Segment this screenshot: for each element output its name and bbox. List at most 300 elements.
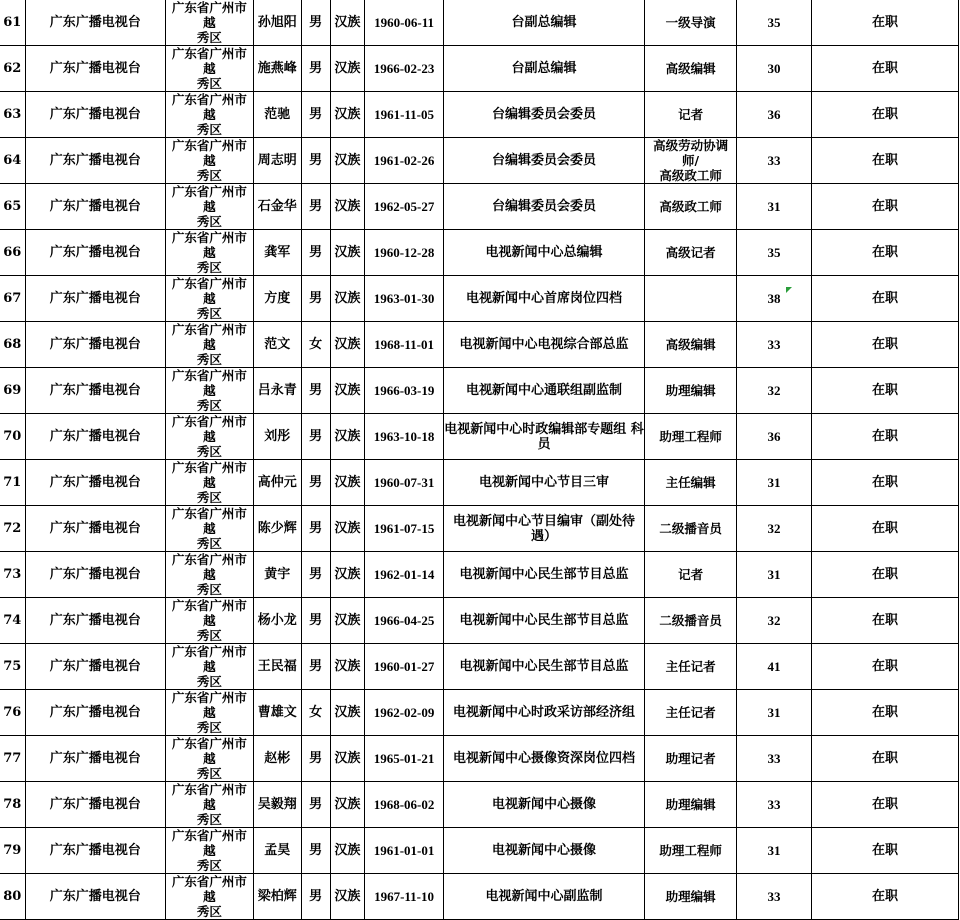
position-cell[interactable]: 台编辑委员会委员 (443, 92, 644, 138)
table-row (0, 322, 959, 368)
years-cell[interactable]: 33 (737, 322, 812, 368)
row-number[interactable]: 63 (0, 92, 25, 138)
address-line: 广东省广州市越 (171, 46, 247, 76)
address-cell[interactable] (165, 276, 253, 322)
years-cell[interactable]: 32 (737, 368, 812, 414)
address-line: 秀区 (196, 904, 222, 919)
years-cell[interactable]: 36 (737, 414, 812, 460)
address-line: 秀区 (196, 766, 222, 781)
unit-cell[interactable]: 广东广播电视台 (25, 828, 165, 874)
title-cell[interactable] (645, 230, 737, 276)
title-cell[interactable] (645, 276, 737, 322)
address-line: 广东省广州市越 (171, 552, 247, 582)
birth-date-cell[interactable]: 1968-06-02 (365, 782, 444, 828)
birth-date-cell[interactable]: 1966-02-23 (365, 46, 444, 92)
status-cell[interactable]: 在职 (811, 736, 958, 782)
title-cell[interactable] (645, 0, 737, 46)
title-line: 高级记者 (665, 245, 716, 260)
name-cell[interactable]: 吴毅翔 (253, 782, 301, 828)
address-line: 秀区 (196, 398, 222, 413)
title-cell[interactable] (645, 92, 737, 138)
gender-cell[interactable]: 女 (301, 322, 330, 368)
status-cell[interactable]: 在职 (811, 368, 958, 414)
title-line: 记者 (678, 107, 704, 122)
unit-cell[interactable]: 广东广播电视台 (25, 644, 165, 690)
table-row (0, 828, 959, 874)
status-cell[interactable]: 在职 (811, 598, 958, 644)
address-cell[interactable] (165, 506, 253, 552)
address-cell[interactable] (165, 92, 253, 138)
gender-cell[interactable]: 男 (301, 92, 330, 138)
address-line: 广东省广州市越 (171, 460, 247, 490)
title-cell[interactable] (645, 506, 737, 552)
title-line: 高级劳动协调师/ (653, 138, 729, 168)
address-cell[interactable] (165, 46, 253, 92)
address-cell[interactable] (165, 0, 253, 46)
years-cell[interactable]: 31 (737, 552, 812, 598)
position-cell[interactable]: 电视新闻中心首席岗位四档 (443, 276, 644, 322)
birth-date-cell[interactable]: 1962-01-14 (365, 552, 444, 598)
years-cell[interactable]: 32 (737, 506, 812, 552)
gender-cell[interactable]: 男 (301, 736, 330, 782)
gender-cell[interactable]: 男 (301, 46, 330, 92)
title-line: 助理编辑 (665, 383, 716, 398)
row-number[interactable]: 64 (0, 138, 25, 184)
ethnicity-cell[interactable]: 汉族 (330, 552, 365, 598)
ethnicity-cell[interactable]: 汉族 (330, 506, 365, 552)
status-cell[interactable]: 在职 (811, 0, 958, 46)
address-line: 秀区 (196, 858, 222, 873)
position-cell[interactable]: 台副总编辑 (443, 0, 644, 46)
position-cell[interactable]: 台编辑委员会委员 (443, 138, 644, 184)
birth-date-cell[interactable]: 1961-11-05 (365, 92, 444, 138)
ethnicity-cell[interactable]: 汉族 (330, 736, 365, 782)
years-cell[interactable]: 41 (737, 644, 812, 690)
address-cell[interactable] (165, 368, 253, 414)
birth-date-cell[interactable]: 1962-02-09 (365, 690, 444, 736)
ethnicity-cell[interactable]: 汉族 (330, 598, 365, 644)
status-cell[interactable]: 在职 (811, 506, 958, 552)
birth-date-cell[interactable]: 1966-04-25 (365, 598, 444, 644)
address-line: 广东省广州市越 (171, 644, 247, 674)
name-cell[interactable]: 孙旭阳 (253, 0, 301, 46)
table-row (0, 644, 959, 690)
address-line: 广东省广州市越 (171, 92, 247, 122)
gender-cell[interactable]: 男 (301, 874, 330, 920)
name-cell[interactable]: 陈少辉 (253, 506, 301, 552)
table-row (0, 874, 959, 920)
gender-cell[interactable]: 男 (301, 828, 330, 874)
title-cell[interactable] (645, 736, 737, 782)
position-cell[interactable]: 电视新闻中心民生部节目总监 (443, 644, 644, 690)
address-line: 广东省广州市越 (171, 322, 247, 352)
status-cell[interactable]: 在职 (811, 322, 958, 368)
row-number[interactable]: 71 (0, 460, 25, 506)
birth-date-cell[interactable]: 1967-11-10 (365, 874, 444, 920)
gender-cell[interactable]: 男 (301, 506, 330, 552)
address-line: 秀区 (196, 352, 222, 367)
status-cell[interactable]: 在职 (811, 874, 958, 920)
address-line: 秀区 (196, 76, 222, 91)
unit-cell[interactable]: 广东广播电视台 (25, 598, 165, 644)
birth-date-cell[interactable]: 1961-01-01 (365, 828, 444, 874)
row-number[interactable]: 62 (0, 46, 25, 92)
birth-date-cell[interactable]: 1960-01-27 (365, 644, 444, 690)
address-line: 广东省广州市越 (171, 828, 247, 858)
ethnicity-cell[interactable]: 汉族 (330, 0, 365, 46)
title-cell[interactable] (645, 46, 737, 92)
address-line: 秀区 (196, 536, 222, 551)
address-cell[interactable] (165, 322, 253, 368)
birth-date-cell[interactable]: 1961-07-15 (365, 506, 444, 552)
title-cell[interactable] (645, 460, 737, 506)
address-cell[interactable] (165, 552, 253, 598)
birth-date-cell[interactable]: 1965-01-21 (365, 736, 444, 782)
position-cell[interactable]: 电视新闻中心摄像资深岗位四档 (443, 736, 644, 782)
status-cell[interactable]: 在职 (811, 828, 958, 874)
status-cell[interactable]: 在职 (811, 782, 958, 828)
row-number[interactable]: 61 (0, 0, 25, 46)
ethnicity-cell[interactable]: 汉族 (330, 874, 365, 920)
name-cell[interactable]: 龚军 (253, 230, 301, 276)
birth-date-cell[interactable]: 1963-01-30 (365, 276, 444, 322)
ethnicity-cell[interactable]: 汉族 (330, 184, 365, 230)
row-number[interactable]: 78 (0, 782, 25, 828)
name-cell[interactable]: 施燕峰 (253, 46, 301, 92)
ethnicity-cell[interactable]: 汉族 (330, 690, 365, 736)
unit-cell[interactable]: 广东广播电视台 (25, 46, 165, 92)
row-number[interactable]: 72 (0, 506, 25, 552)
title-cell[interactable] (645, 598, 737, 644)
address-cell[interactable] (165, 736, 253, 782)
title-cell[interactable] (645, 184, 737, 230)
address-cell[interactable] (165, 874, 253, 920)
name-cell[interactable]: 王民福 (253, 644, 301, 690)
row-number[interactable]: 73 (0, 552, 25, 598)
address-line: 秀区 (196, 122, 222, 137)
name-cell[interactable]: 曹雄文 (253, 690, 301, 736)
status-cell[interactable]: 在职 (811, 46, 958, 92)
ethnicity-cell[interactable]: 汉族 (330, 138, 365, 184)
table-row (0, 230, 959, 276)
address-cell[interactable] (165, 414, 253, 460)
address-line: 秀区 (196, 674, 222, 689)
address-line: 秀区 (196, 214, 222, 229)
row-number[interactable]: 66 (0, 230, 25, 276)
ethnicity-cell[interactable]: 汉族 (330, 460, 365, 506)
position-cell[interactable]: 电视新闻中心时政采访部经济组 (443, 690, 644, 736)
status-cell[interactable]: 在职 (811, 460, 958, 506)
name-cell[interactable]: 范驰 (253, 92, 301, 138)
years-cell[interactable]: 38 (737, 276, 812, 322)
address-line: 广东省广州市越 (171, 276, 247, 306)
name-cell[interactable]: 黄宇 (253, 552, 301, 598)
status-cell[interactable]: 在职 (811, 276, 958, 322)
unit-cell[interactable]: 广东广播电视台 (25, 690, 165, 736)
status-cell[interactable]: 在职 (811, 92, 958, 138)
address-cell[interactable] (165, 184, 253, 230)
birth-date-cell[interactable]: 1960-07-31 (365, 460, 444, 506)
status-cell[interactable]: 在职 (811, 552, 958, 598)
ethnicity-cell[interactable]: 汉族 (330, 828, 365, 874)
address-cell[interactable] (165, 690, 253, 736)
ethnicity-cell[interactable]: 汉族 (330, 322, 365, 368)
address-line: 广东省广州市越 (171, 690, 247, 720)
unit-cell[interactable]: 广东广播电视台 (25, 782, 165, 828)
birth-date-cell[interactable]: 1966-03-19 (365, 368, 444, 414)
title-cell[interactable] (645, 690, 737, 736)
address-cell[interactable] (165, 782, 253, 828)
years-cell[interactable]: 33 (737, 874, 812, 920)
years-cell[interactable]: 33 (737, 736, 812, 782)
title-line: 助理编辑 (665, 797, 716, 812)
address-cell[interactable] (165, 460, 253, 506)
row-number[interactable]: 65 (0, 184, 25, 230)
table-row (0, 690, 959, 736)
table-row (0, 276, 959, 322)
row-number[interactable]: 67 (0, 276, 25, 322)
status-cell[interactable]: 在职 (811, 644, 958, 690)
gender-cell[interactable]: 男 (301, 276, 330, 322)
unit-cell[interactable]: 广东广播电视台 (25, 368, 165, 414)
table-row (0, 92, 959, 138)
position-cell[interactable]: 电视新闻中心民生部节目总监 (443, 552, 644, 598)
row-number[interactable]: 79 (0, 828, 25, 874)
unit-cell[interactable]: 广东广播电视台 (25, 552, 165, 598)
gender-cell[interactable]: 男 (301, 782, 330, 828)
years-cell[interactable]: 33 (737, 782, 812, 828)
title-cell[interactable] (645, 368, 737, 414)
birth-date-cell[interactable]: 1960-06-11 (365, 0, 444, 46)
address-line: 秀区 (196, 444, 222, 459)
birth-date-cell[interactable]: 1963-10-18 (365, 414, 444, 460)
address-line: 秀区 (196, 720, 222, 735)
ethnicity-cell[interactable]: 汉族 (330, 368, 365, 414)
unit-cell[interactable]: 广东广播电视台 (25, 874, 165, 920)
address-line: 秀区 (196, 30, 222, 45)
address-line: 广东省广州市越 (171, 0, 247, 30)
address-line: 秀区 (196, 168, 222, 183)
table-row (0, 368, 959, 414)
address-line: 广东省广州市越 (171, 598, 247, 628)
table-row (0, 0, 959, 46)
years-cell[interactable]: 35 (737, 230, 812, 276)
address-line: 广东省广州市越 (171, 874, 247, 904)
table-row (0, 782, 959, 828)
position-cell[interactable]: 电视新闻中心通联组副监制 (443, 368, 644, 414)
title-cell[interactable] (645, 414, 737, 460)
name-cell[interactable]: 杨小龙 (253, 598, 301, 644)
address-cell[interactable] (165, 828, 253, 874)
title-line: 高级编辑 (665, 337, 716, 352)
address-cell[interactable] (165, 230, 253, 276)
ethnicity-cell[interactable]: 汉族 (330, 276, 365, 322)
address-line: 广东省广州市越 (171, 736, 247, 766)
ethnicity-cell[interactable]: 汉族 (330, 644, 365, 690)
table-row (0, 598, 959, 644)
birth-date-cell[interactable]: 1968-11-01 (365, 322, 444, 368)
title-line: 高级编辑 (665, 61, 716, 76)
table-row (0, 414, 959, 460)
years-cell[interactable]: 31 (737, 828, 812, 874)
title-line: 记者 (678, 567, 704, 582)
title-cell[interactable] (645, 322, 737, 368)
row-number[interactable]: 74 (0, 598, 25, 644)
name-cell[interactable]: 方度 (253, 276, 301, 322)
address-line: 秀区 (196, 490, 222, 505)
title-line: 助理编辑 (665, 889, 716, 904)
title-line: 助理工程师 (659, 843, 722, 858)
position-cell[interactable]: 台副总编辑 (443, 46, 644, 92)
title-line: 助理记者 (665, 751, 716, 766)
address-cell[interactable] (165, 644, 253, 690)
unit-cell[interactable]: 广东广播电视台 (25, 414, 165, 460)
title-line: 主任编辑 (665, 475, 716, 490)
years-cell[interactable]: 32 (737, 598, 812, 644)
name-cell[interactable]: 石金华 (253, 184, 301, 230)
title-line: 主任记者 (665, 705, 716, 720)
gender-cell[interactable]: 女 (301, 690, 330, 736)
row-number[interactable]: 70 (0, 414, 25, 460)
title-line: 高级政工师 (659, 168, 722, 183)
ethnicity-cell[interactable]: 汉族 (330, 92, 365, 138)
name-cell[interactable]: 孟昊 (253, 828, 301, 874)
years-cell[interactable]: 36 (737, 92, 812, 138)
title-line: 助理工程师 (659, 429, 722, 444)
row-number[interactable]: 69 (0, 368, 25, 414)
birth-date-cell[interactable]: 1960-12-28 (365, 230, 444, 276)
birth-date-cell[interactable]: 1961-02-26 (365, 138, 444, 184)
birth-date-cell[interactable]: 1962-05-27 (365, 184, 444, 230)
gender-cell[interactable]: 男 (301, 552, 330, 598)
years-cell[interactable]: 35 (737, 0, 812, 46)
row-number[interactable]: 80 (0, 874, 25, 920)
gender-cell[interactable]: 男 (301, 414, 330, 460)
unit-cell[interactable]: 广东广播电视台 (25, 506, 165, 552)
ethnicity-cell[interactable]: 汉族 (330, 230, 365, 276)
title-cell[interactable] (645, 138, 737, 184)
ethnicity-cell[interactable]: 汉族 (330, 414, 365, 460)
years-cell[interactable]: 31 (737, 690, 812, 736)
name-cell[interactable]: 梁柏辉 (253, 874, 301, 920)
name-cell[interactable]: 赵彬 (253, 736, 301, 782)
title-line: 高级政工师 (659, 199, 722, 214)
years-cell[interactable]: 31 (737, 460, 812, 506)
address-line: 秀区 (196, 812, 222, 827)
table-row (0, 506, 959, 552)
gender-cell[interactable]: 男 (301, 368, 330, 414)
name-cell[interactable]: 高仲元 (253, 460, 301, 506)
status-cell[interactable]: 在职 (811, 690, 958, 736)
address-line: 秀区 (196, 260, 222, 275)
title-cell[interactable] (645, 874, 737, 920)
table-row (0, 138, 959, 184)
gender-cell[interactable]: 男 (301, 138, 330, 184)
row-number[interactable]: 68 (0, 322, 25, 368)
name-cell[interactable]: 刘彤 (253, 414, 301, 460)
title-cell[interactable] (645, 828, 737, 874)
row-number[interactable]: 76 (0, 690, 25, 736)
table-row (0, 46, 959, 92)
address-line: 广东省广州市越 (171, 782, 247, 812)
unit-cell[interactable]: 广东广播电视台 (25, 184, 165, 230)
address-line: 广东省广州市越 (171, 184, 247, 214)
table-row (0, 184, 959, 230)
address-line: 广东省广州市越 (171, 138, 247, 168)
position-cell[interactable]: 电视新闻中心摄像 (443, 782, 644, 828)
address-line: 广东省广州市越 (171, 230, 247, 260)
name-cell[interactable]: 范文 (253, 322, 301, 368)
name-cell[interactable]: 周志明 (253, 138, 301, 184)
address-line: 广东省广州市越 (171, 368, 247, 398)
title-line: 二级播音员 (659, 521, 722, 536)
address-cell[interactable] (165, 138, 253, 184)
ethnicity-cell[interactable]: 汉族 (330, 782, 365, 828)
years-cell[interactable]: 33 (737, 138, 812, 184)
address-line: 秀区 (196, 582, 222, 597)
title-line: 主任记者 (665, 659, 716, 674)
unit-cell[interactable]: 广东广播电视台 (25, 92, 165, 138)
address-line: 广东省广州市越 (171, 506, 247, 536)
position-cell[interactable]: 电视新闻中心节目编审（副处待遇） (443, 506, 644, 552)
gender-cell[interactable]: 男 (301, 460, 330, 506)
gender-cell[interactable]: 男 (301, 598, 330, 644)
gender-cell[interactable]: 男 (301, 230, 330, 276)
years-cell[interactable]: 31 (737, 184, 812, 230)
position-cell[interactable]: 电视新闻中心副监制 (443, 874, 644, 920)
gender-cell[interactable]: 男 (301, 0, 330, 46)
unit-cell[interactable]: 广东广播电视台 (25, 322, 165, 368)
title-line: 一级导演 (665, 15, 716, 30)
table-row (0, 552, 959, 598)
position-cell[interactable]: 电视新闻中心时政编辑部专题组 科员 (443, 414, 644, 460)
unit-cell[interactable]: 广东广播电视台 (25, 276, 165, 322)
position-cell[interactable]: 电视新闻中心民生部节目总监 (443, 598, 644, 644)
title-cell[interactable] (645, 782, 737, 828)
address-cell[interactable] (165, 598, 253, 644)
name-cell[interactable]: 吕永青 (253, 368, 301, 414)
gender-cell[interactable]: 男 (301, 644, 330, 690)
address-line: 秀区 (196, 306, 222, 321)
unit-cell[interactable]: 广东广播电视台 (25, 138, 165, 184)
position-cell[interactable]: 电视新闻中心摄像 (443, 828, 644, 874)
position-cell[interactable]: 电视新闻中心总编辑 (443, 230, 644, 276)
gender-cell[interactable]: 男 (301, 184, 330, 230)
title-line: 二级播音员 (659, 613, 722, 628)
unit-cell[interactable]: 广东广播电视台 (25, 460, 165, 506)
status-cell[interactable]: 在职 (811, 138, 958, 184)
cell-comment-marker (786, 287, 792, 293)
unit-cell[interactable]: 广东广播电视台 (25, 0, 165, 46)
address-line: 广东省广州市越 (171, 414, 247, 444)
title-cell[interactable] (645, 552, 737, 598)
table-row (0, 460, 959, 506)
position-cell[interactable]: 电视新闻中心电视综合部总监 (443, 322, 644, 368)
status-cell[interactable]: 在职 (811, 184, 958, 230)
status-cell[interactable]: 在职 (811, 414, 958, 460)
position-cell[interactable]: 台编辑委员会委员 (443, 184, 644, 230)
years-cell[interactable]: 30 (737, 46, 812, 92)
row-number[interactable]: 75 (0, 644, 25, 690)
unit-cell[interactable]: 广东广播电视台 (25, 736, 165, 782)
row-number[interactable]: 77 (0, 736, 25, 782)
ethnicity-cell[interactable]: 汉族 (330, 46, 365, 92)
unit-cell[interactable]: 广东广播电视台 (25, 230, 165, 276)
status-cell[interactable]: 在职 (811, 230, 958, 276)
position-cell[interactable]: 电视新闻中心节目三审 (443, 460, 644, 506)
address-line: 秀区 (196, 628, 222, 643)
title-cell[interactable] (645, 644, 737, 690)
